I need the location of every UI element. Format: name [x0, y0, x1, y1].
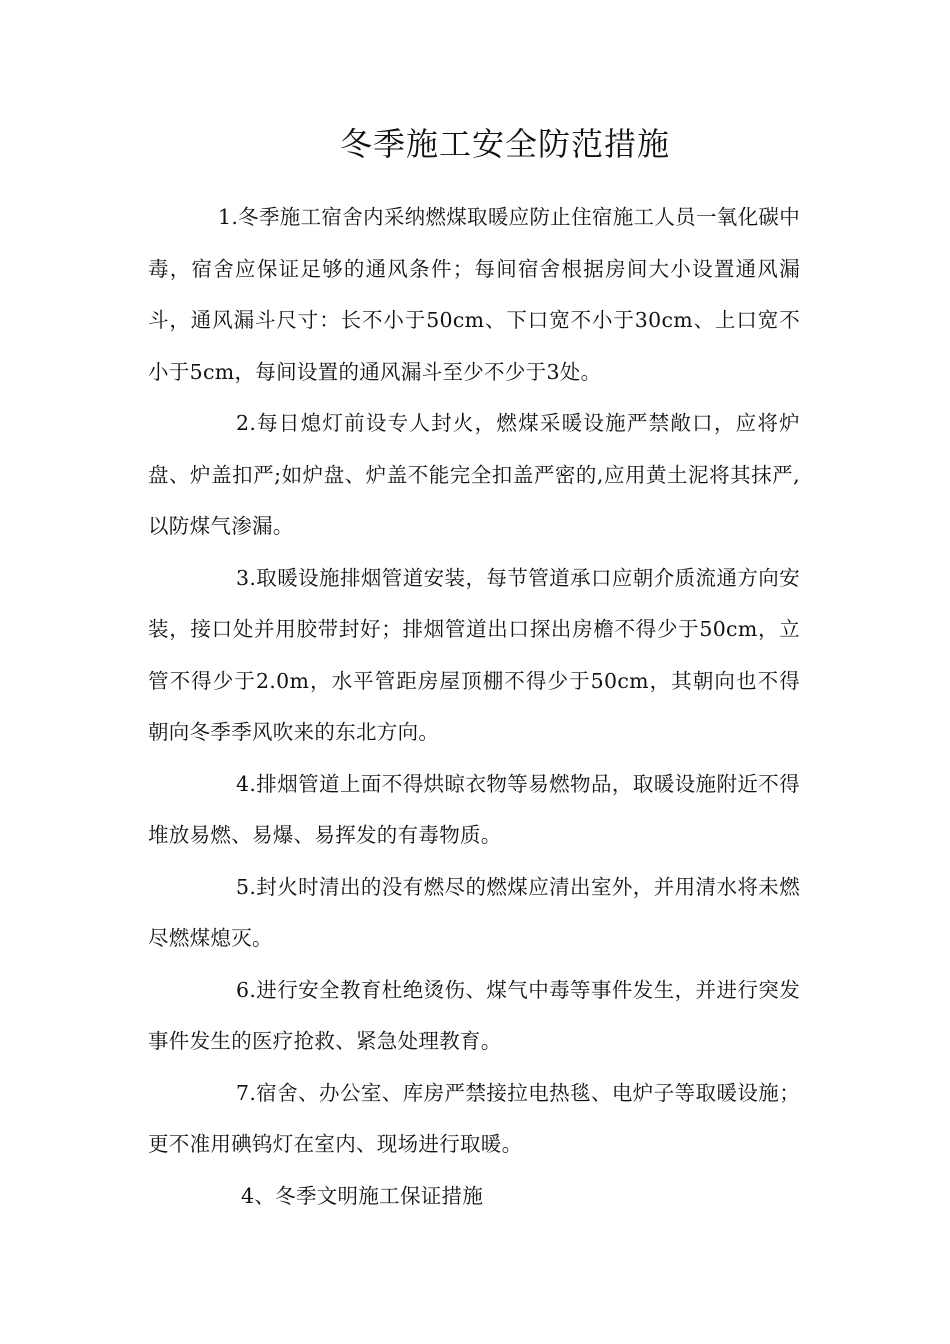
- section-heading: 4、冬季文明施工保证措施: [241, 1183, 484, 1208]
- document-title: 冬季施工安全防范措施: [339, 125, 670, 163]
- paragraph-3: 3.取暖设施排烟管道安装，每节管道承口应朝介质流通方向安装，接口处并用胶带封好；排烟管道出口探出房檐不得少于50cm，立管不得少于2.0m，水平管距房屋顶棚不得少于50cm，其朝向也不得朝向冬季季风吹来的东北方向。: [148, 565, 800, 744]
- paragraph-6: 6.进行安全教育杜绝烫伤、煤气中毒等事件发生，并进行突发事件发生的医疗抢救、紧急处理教育。: [148, 977, 800, 1053]
- paragraph-5: 5.封火时清出的没有燃尽的燃煤应清出室外，并用清水将未燃尽燃煤熄灭。: [148, 874, 800, 950]
- paragraph-7: 7.宿舍、办公室、库房严禁接拉电热毯、电炉子等取暖设施；更不准用碘钨灯在室内、现场进行取暖。: [148, 1080, 800, 1156]
- paragraph-2: 2.每日熄灯前设专人封火，燃煤采暖设施严禁敞口，应将炉盘、炉盖扣严;如炉盘、炉盖不能完全扣盖严密的,应用黄土泥将其抹严,以防煤气渗漏。: [148, 411, 800, 538]
- document-body: [148, 192, 800, 1222]
- paragraph-4: 4.排烟管道上面不得烘晾衣物等易燃物品，取暖设施附近不得堆放易燃、易爆、易挥发的有毒物质。: [148, 771, 800, 847]
- paragraph-1: 1.冬季施工宿舍内采纳燃煤取暖应防止住宿施工人员一氧化碳中毒，宿舍应保证足够的通风条件；每间宿舍根据房间大小设置通风漏斗，通风漏斗尺寸：长不小于50cm、下口宽不小于30cm、上口宽不小于5cm，每间设置的通风漏斗至少不少于3处。: [148, 205, 800, 384]
